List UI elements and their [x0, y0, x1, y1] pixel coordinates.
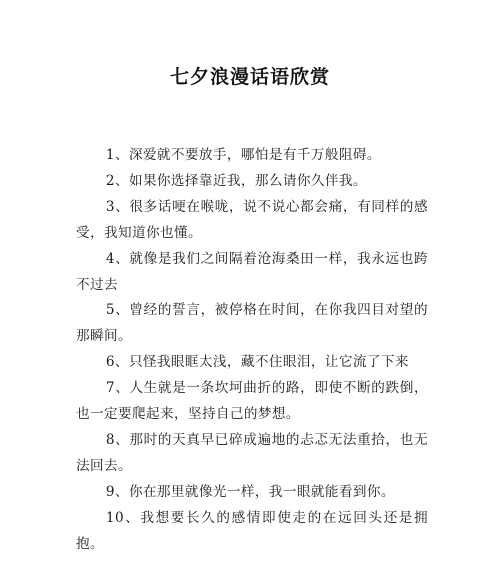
- paragraph-5: 5、曾经的誓言，被停格在时间，在你我四目对望的那瞬间。: [76, 302, 428, 345]
- paragraph-6: 6、只怪我眼眶太浅，藏不住眼泪，让它流了下来: [105, 354, 409, 371]
- paragraph-3: 3、很多话哽在喉咙，说不说心都会痛，有同样的感受，我知道你也懂。: [76, 198, 428, 241]
- paragraph-4: 4、就像是我们之间隔着沧海桑田一样，我永远也跨不过去: [76, 250, 428, 293]
- document-body: [76, 143, 428, 558]
- paragraph-8: 8、那时的天真早已碎成遍地的忐忑无法重拾，也无法回去。: [76, 431, 428, 474]
- paragraph-9: 9、你在那里就像光一样，我一眼就能看到你。: [105, 483, 395, 500]
- paragraph-2: 2、如果你选择靠近我，那么请你久伴我。: [105, 172, 367, 189]
- paragraph-10: 10、我想要长久的感情即使走的在远回头还是拥抱。: [76, 509, 428, 552]
- document-title: 七夕浪漫话语欣赏: [169, 66, 330, 88]
- cropped-text-line: [140, 556, 380, 565]
- paragraph-7: 7、人生就是一条坎坷曲折的路，即使不断的跌倒，也一定要爬起来，坚持自己的梦想。: [76, 380, 428, 423]
- paragraph-1: 1、深爱就不要放手，哪怕是有千万般阻碍。: [105, 147, 381, 163]
